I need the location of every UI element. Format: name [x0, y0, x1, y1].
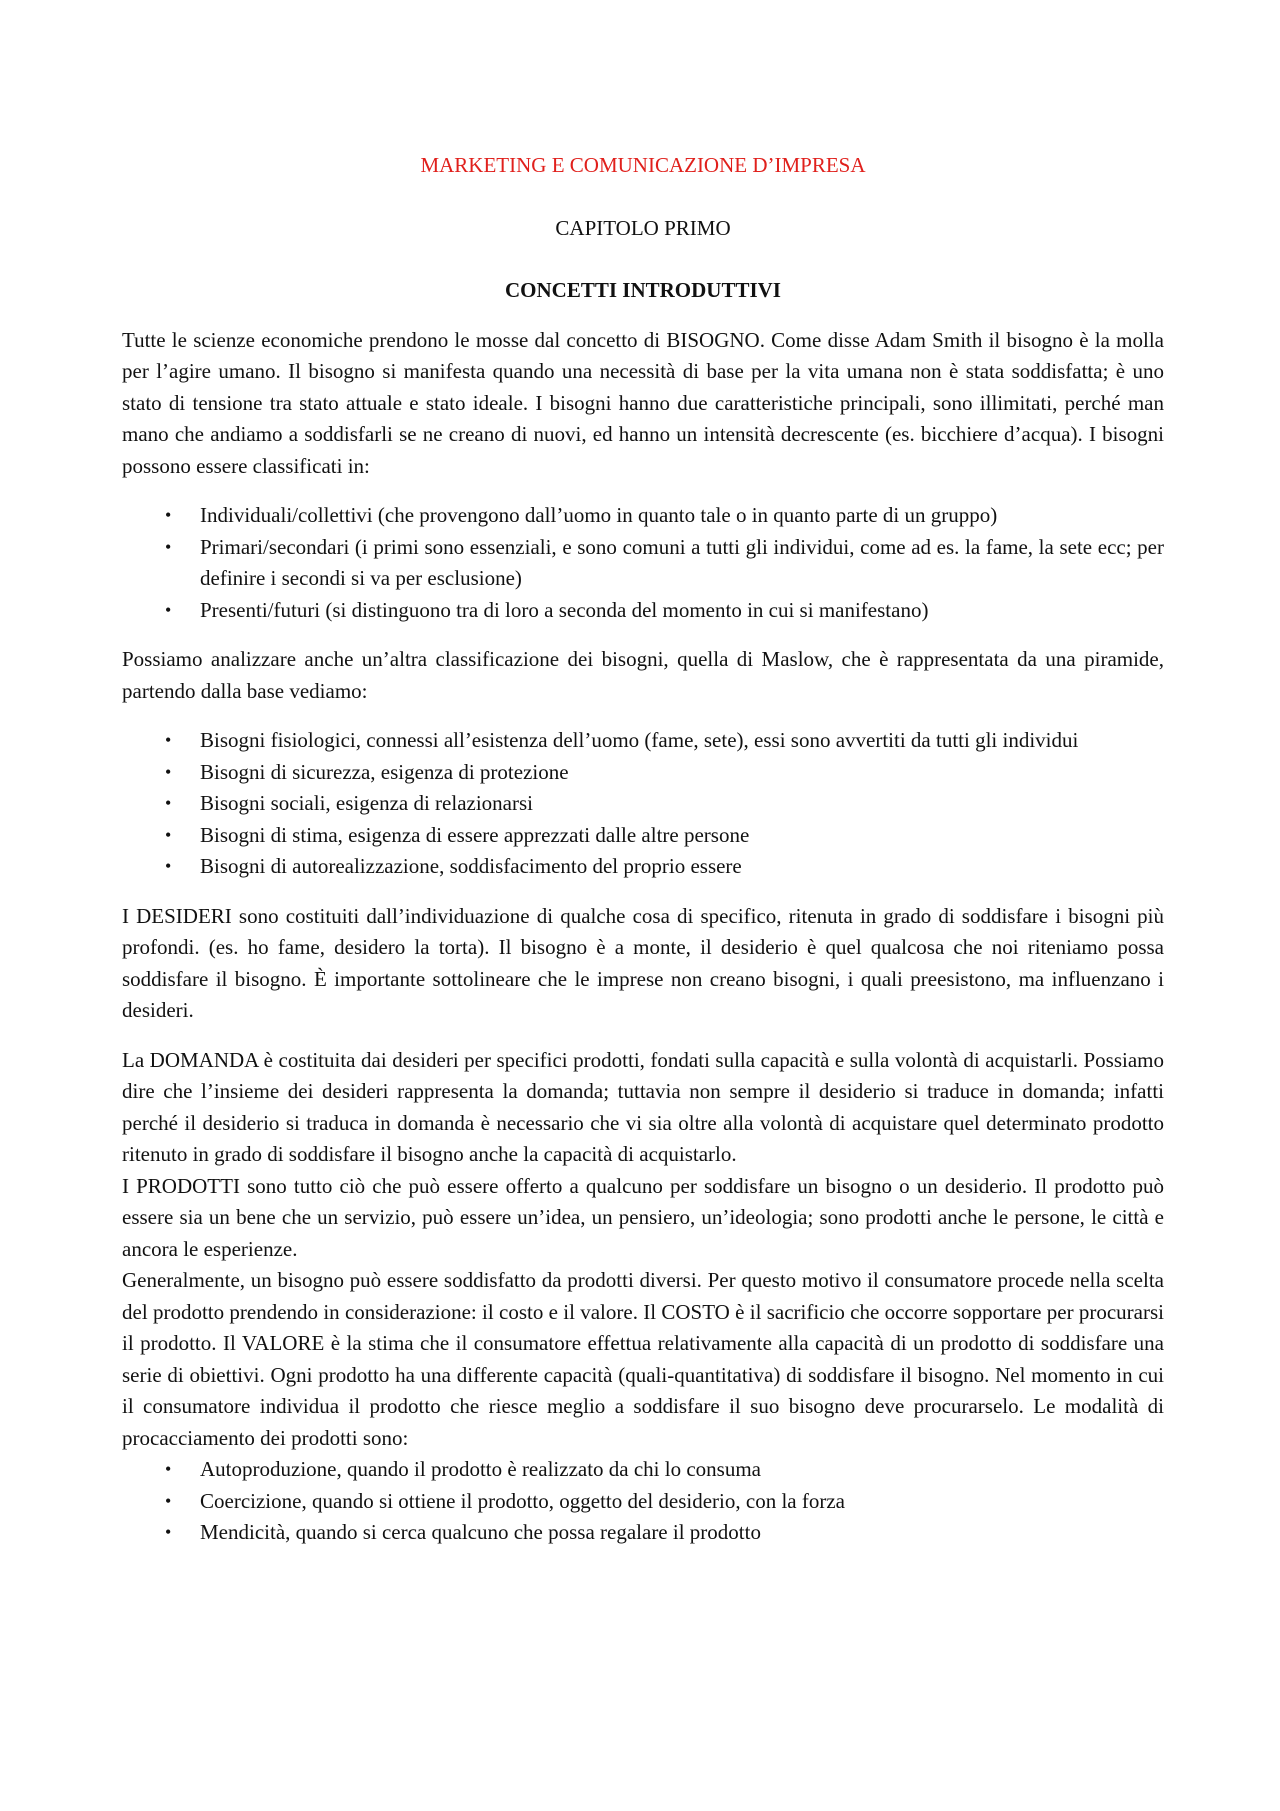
list-item — [165, 1517, 1164, 1549]
list-item-text: Bisogni di stima, esigenza di essere apprezzati dalle altre persone — [200, 822, 750, 847]
list-item-text: Bisogni di sicurezza, esigenza di protezione — [200, 759, 569, 784]
list-item — [165, 757, 1164, 789]
list-item-text: Autoproduzione, quando il prodotto è realizzato da chi lo consuma — [200, 1457, 762, 1481]
bullet-icon: • — [165, 599, 172, 620]
list-item-text: Primari/secondari (i primi sono essenziali, e sono comuni a tutti gli individui, come ad es. la fame, la sete ecc; per definire i secondi si va per esclusione) — [200, 534, 1164, 590]
document-page — [122, 150, 1164, 1549]
list-item-text: Mendicità, quando si cerca qualcuno che possa regalare il prodotto — [200, 1520, 761, 1544]
list-item — [165, 532, 1164, 595]
bullet-icon: • — [165, 856, 172, 876]
list-item-text: Individuali/collettivi (che provengono dall’uomo in quanto tale o in quanto parte di un gruppo) — [200, 503, 998, 527]
list-item-text: Coercizione, quando si ottiene il prodotto, oggetto del desiderio, con la forza — [200, 1488, 845, 1513]
list-item — [165, 595, 1164, 627]
bullet-icon: • — [165, 824, 172, 845]
list-item — [165, 1454, 1164, 1486]
document-title: MARKETING E COMUNICAZIONE D’IMPRESA — [420, 153, 866, 177]
bullet-icon: • — [165, 505, 172, 525]
list-item — [165, 820, 1164, 852]
list-item — [165, 851, 1164, 883]
bullet-icon: • — [165, 536, 172, 557]
list-item — [165, 788, 1164, 820]
bullet-icon: • — [165, 793, 172, 813]
list-item — [165, 725, 1164, 757]
paragraph-bisogno: Tutte le scienze economiche prendono le mosse dal concetto di BISOGNO. Come disse Adam Smith il bisogno è la molla per l’agire umano. Il bisogno si manifesta quando una necessità di base per la vita umana non è stata soddisfatta; è uno stato di tensione tra stato attuale e stato ideale. I bisogni hanno due caratteristiche principali, sono illimitati, perché man mano che andiamo a soddisfarli se ne creano di nuovi, ed hanno un intensità decrescente (es. bicchiere d’acqua). I bisogni possono essere classificati in: — [122, 327, 1164, 478]
bullet-icon: • — [165, 1522, 172, 1542]
paragraph-desideri: I DESIDERI sono costituiti dall’individuazione di qualche cosa di specifico, ritenuta in grado di soddisfare i bisogni più profondi. (es. ho fame, desidero la torta). Il bisogno è a monte, il desiderio è quel qualcosa che noi riteniamo possa soddisfare il bisogno. È importante sottolineare che le imprese non creano bisogni, i quali preesistono, ma influenzano i desideri. — [122, 903, 1164, 1022]
paragraph-maslow: Possiamo analizzare anche un’altra classificazione dei bisogni, quella di Maslow, che è rappresentata da una piramide, partendo dalla base vediamo: — [122, 647, 1164, 703]
paragraph-prodotti: I PRODOTTI sono tutto ciò che può essere offerto a qualcuno per soddisfare un bisogno o un desiderio. Il prodotto può essere sia un bene che un servizio, può essere un’idea, un pensiero, un’ideologia; sono prodotti anche le persone, le città e ancora le esperienze. — [122, 1173, 1164, 1261]
bullet-icon: • — [165, 1459, 172, 1479]
bullet-icon: • — [165, 730, 172, 750]
list-item-text: Bisogni sociali, esigenza di relazionarsi — [200, 791, 533, 815]
chapter-heading: CAPITOLO PRIMO — [555, 215, 731, 240]
bullet-icon: • — [165, 761, 172, 782]
list-item-text: Bisogni di autorealizzazione, soddisfacimento del proprio essere — [200, 854, 742, 878]
paragraph-domanda: La DOMANDA è costituita dai desideri per specifici prodotti, fondati sulla capacità e sulla volontà di acquistarli. Possiamo dire che l’insieme dei desideri rappresenta la domanda; tuttavia non sempre il desiderio si traduce in domanda; infatti perché il desiderio si traduca in domanda è necessario che vi sia oltre alla volontà di acquistare quel determinato prodotto ritenuto in grado di soddisfare il bisogno anche la capacità di acquistarlo. — [122, 1047, 1164, 1166]
paragraph-costo-valore: Generalmente, un bisogno può essere soddisfatto da prodotti diversi. Per questo motivo il consumatore procede nella scelta del prodotto prendendo in considerazione: il costo e il valore. Il COSTO è il sacrificio che occorre sopportare per procurarsi il prodotto. Il VALORE è la stima che il consumatore effettua relativamente alla capacità di un prodotto di soddisfare una serie di obiettivi. Ogni prodotto ha una differente capacità (quali-quantitativa) di soddisfare il bisogno. Nel momento in cui il consumatore individua il prodotto che riesce meglio a soddisfare il suo bisogno deve procurarselo. Le modalità di procacciamento dei prodotti sono: — [122, 1268, 1164, 1450]
list-procurement-modes — [122, 1454, 1164, 1549]
list-needs-classification — [122, 500, 1164, 626]
bullet-icon: • — [165, 1490, 172, 1511]
section-heading: CONCETTI INTRODUTTIVI — [505, 278, 781, 302]
list-maslow-pyramid — [122, 725, 1164, 883]
list-item — [165, 500, 1164, 532]
list-item — [165, 1486, 1164, 1518]
list-item-text: Presenti/futuri (si distinguono tra di loro a seconda del momento in cui si manifestano) — [200, 597, 929, 622]
list-item-text: Bisogni fisiologici, connessi all’esistenza dell’uomo (fame, sete), essi sono avvertiti da tutti gli individui — [200, 728, 1079, 752]
